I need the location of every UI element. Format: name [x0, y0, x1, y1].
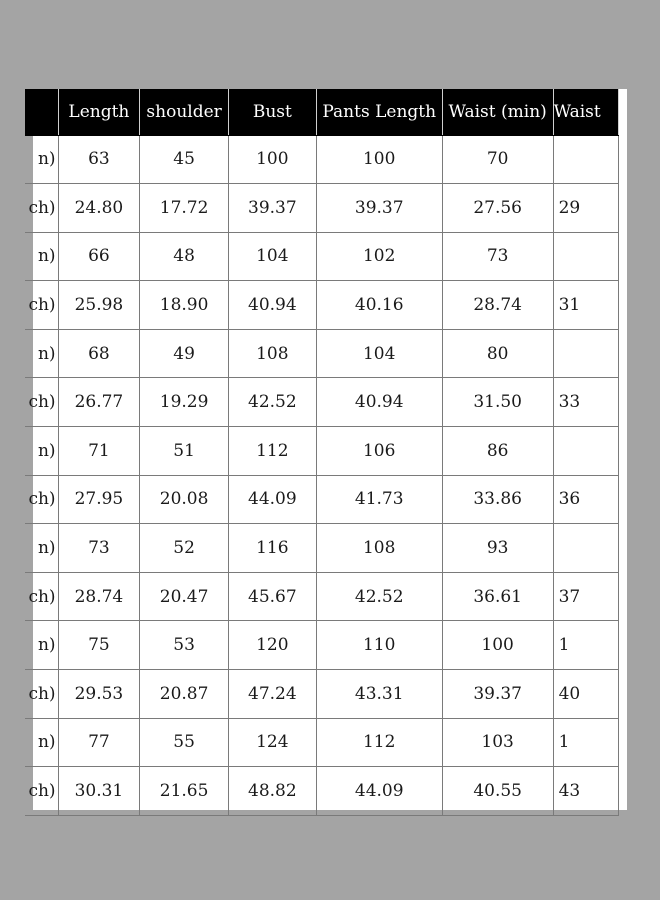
- size-chart-sheet: [28, 89, 627, 810]
- size-label-cell: n): [25, 329, 58, 378]
- bust-cell: 116: [228, 524, 316, 573]
- table-row: [25, 475, 619, 524]
- size-label-cell: ch): [25, 767, 58, 816]
- shoulder-cell: 18.90: [140, 281, 229, 330]
- shoulder-cell: 55: [140, 718, 229, 767]
- table-row: [25, 232, 619, 281]
- table-row: [25, 184, 619, 233]
- size-label-cell: ch): [25, 572, 58, 621]
- waist-min-cell: 80: [442, 329, 553, 378]
- pants-length-cell: 40.94: [316, 378, 442, 427]
- pants-length-cell: 43.31: [316, 670, 442, 719]
- waist-min-cell: 100: [442, 621, 553, 670]
- bust-cell: 120: [228, 621, 316, 670]
- bust-cell: 104: [228, 232, 316, 281]
- size-label-cell: ch): [25, 670, 58, 719]
- waist-min-cell: 86: [442, 427, 553, 476]
- pants-length-cell: 112: [316, 718, 442, 767]
- length-cell: 25.98: [58, 281, 140, 330]
- pants-length-cell: 110: [316, 621, 442, 670]
- waist-cell: 29: [553, 184, 618, 233]
- shoulder-cell: 20.87: [140, 670, 229, 719]
- header-cell-waist: Waist: [553, 89, 618, 135]
- shoulder-cell: 48: [140, 232, 229, 281]
- size-label-cell: ch): [25, 378, 58, 427]
- waist-cell: 37: [553, 572, 618, 621]
- waist-cell: [553, 329, 618, 378]
- header-cell-pants-length: Pants Length: [316, 89, 442, 135]
- bust-cell: 124: [228, 718, 316, 767]
- table-row: [25, 378, 619, 427]
- length-cell: 26.77: [58, 378, 140, 427]
- waist-min-cell: 70: [442, 135, 553, 184]
- shoulder-cell: 53: [140, 621, 229, 670]
- length-cell: 30.31: [58, 767, 140, 816]
- waist-min-cell: 27.56: [442, 184, 553, 233]
- table-row: [25, 670, 619, 719]
- shoulder-cell: 19.29: [140, 378, 229, 427]
- waist-cell: [553, 232, 618, 281]
- size-label-cell: n): [25, 427, 58, 476]
- shoulder-cell: 45: [140, 135, 229, 184]
- waist-min-cell: 33.86: [442, 475, 553, 524]
- size-label-cell: n): [25, 135, 58, 184]
- bust-cell: 108: [228, 329, 316, 378]
- waist-cell: 33: [553, 378, 618, 427]
- shoulder-cell: 21.65: [140, 767, 229, 816]
- pants-length-cell: 108: [316, 524, 442, 573]
- waist-min-cell: 73: [442, 232, 553, 281]
- pants-length-cell: 44.09: [316, 767, 442, 816]
- table-body: [25, 135, 619, 815]
- bust-cell: 44.09: [228, 475, 316, 524]
- table-row: [25, 329, 619, 378]
- table-row: [25, 621, 619, 670]
- bust-cell: 112: [228, 427, 316, 476]
- waist-cell: [553, 427, 618, 476]
- size-label-cell: ch): [25, 475, 58, 524]
- length-cell: 24.80: [58, 184, 140, 233]
- pants-length-cell: 42.52: [316, 572, 442, 621]
- size-label-cell: ch): [25, 281, 58, 330]
- bust-cell: 100: [228, 135, 316, 184]
- waist-cell: 1: [553, 718, 618, 767]
- waist-min-cell: 36.61: [442, 572, 553, 621]
- shoulder-cell: 52: [140, 524, 229, 573]
- size-label-cell: n): [25, 232, 58, 281]
- header-cell-size: [25, 89, 58, 135]
- waist-min-cell: 31.50: [442, 378, 553, 427]
- table-row: [25, 135, 619, 184]
- shoulder-cell: 17.72: [140, 184, 229, 233]
- waist-min-cell: 40.55: [442, 767, 553, 816]
- table-header-row: [25, 89, 619, 135]
- bust-cell: 42.52: [228, 378, 316, 427]
- waist-min-cell: 93: [442, 524, 553, 573]
- header-cell-length: Length: [58, 89, 140, 135]
- shoulder-cell: 20.08: [140, 475, 229, 524]
- header-cell-waist-min: Waist (min): [442, 89, 553, 135]
- bust-cell: 39.37: [228, 184, 316, 233]
- bust-cell: 48.82: [228, 767, 316, 816]
- waist-cell: [553, 524, 618, 573]
- table-row: [25, 524, 619, 573]
- waist-cell: 31: [553, 281, 618, 330]
- pants-length-cell: 102: [316, 232, 442, 281]
- length-cell: 68: [58, 329, 140, 378]
- waist-cell: 1: [553, 621, 618, 670]
- shoulder-cell: 20.47: [140, 572, 229, 621]
- pants-length-cell: 100: [316, 135, 442, 184]
- header-cell-bust: Bust: [228, 89, 316, 135]
- shoulder-cell: 49: [140, 329, 229, 378]
- waist-min-cell: 28.74: [442, 281, 553, 330]
- size-label-cell: ch): [25, 184, 58, 233]
- length-cell: 63: [58, 135, 140, 184]
- table-row: [25, 281, 619, 330]
- waist-cell: 43: [553, 767, 618, 816]
- header-cell-shoulder: shoulder: [140, 89, 229, 135]
- length-cell: 27.95: [58, 475, 140, 524]
- size-label-cell: n): [25, 524, 58, 573]
- length-cell: 29.53: [58, 670, 140, 719]
- length-cell: 66: [58, 232, 140, 281]
- size-label-cell: n): [25, 718, 58, 767]
- bust-cell: 45.67: [228, 572, 316, 621]
- bust-cell: 47.24: [228, 670, 316, 719]
- table-row: [25, 427, 619, 476]
- size-label-cell: n): [25, 621, 58, 670]
- pants-length-cell: 40.16: [316, 281, 442, 330]
- table-row: [25, 718, 619, 767]
- pants-length-cell: 106: [316, 427, 442, 476]
- shoulder-cell: 51: [140, 427, 229, 476]
- length-cell: 28.74: [58, 572, 140, 621]
- waist-min-cell: 103: [442, 718, 553, 767]
- table-row: [25, 572, 619, 621]
- length-cell: 73: [58, 524, 140, 573]
- bust-cell: 40.94: [228, 281, 316, 330]
- waist-cell: [553, 135, 618, 184]
- length-cell: 77: [58, 718, 140, 767]
- waist-min-cell: 39.37: [442, 670, 553, 719]
- table-row: [25, 767, 619, 816]
- length-cell: 71: [58, 427, 140, 476]
- pants-length-cell: 41.73: [316, 475, 442, 524]
- length-cell: 75: [58, 621, 140, 670]
- size-chart-table: [25, 89, 619, 816]
- waist-cell: 40: [553, 670, 618, 719]
- pants-length-cell: 104: [316, 329, 442, 378]
- waist-cell: 36: [553, 475, 618, 524]
- pants-length-cell: 39.37: [316, 184, 442, 233]
